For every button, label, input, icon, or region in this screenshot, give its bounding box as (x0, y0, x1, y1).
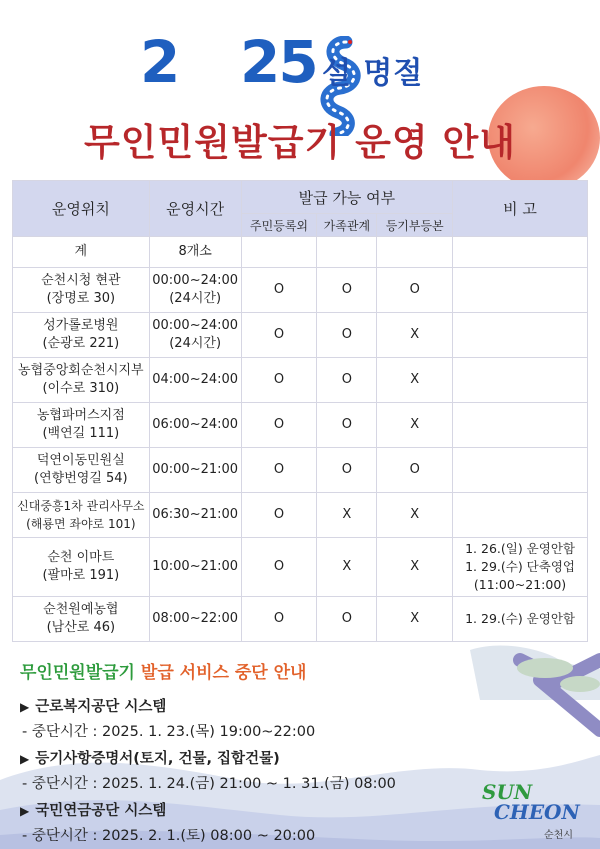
registry-cell: X (377, 538, 453, 597)
notice-item-title: ▶ 국민연금공단 시스템 (20, 803, 167, 819)
table-row (13, 493, 588, 538)
resident-cell: O (241, 268, 317, 313)
family-cell: O (317, 268, 377, 313)
resident-cell: O (241, 538, 317, 597)
notice-item-time: - 중단시간 : 2025. 1. 23.(목) 19:00~22:00 (22, 724, 316, 740)
suncheon-logo (474, 780, 584, 844)
registry-cell: X (377, 358, 453, 403)
total-label: 계 (13, 237, 150, 268)
header-hours: 운영시간 (149, 181, 241, 237)
table-row (13, 358, 588, 403)
table-row (13, 403, 588, 448)
service-notice (20, 658, 460, 845)
family-cell: O (317, 403, 377, 448)
header-note: 비 고 (453, 181, 588, 237)
page-title: 무인민원발급기 운영 안내 (84, 121, 516, 164)
family-cell: O (317, 313, 377, 358)
hours-cell: 06:00~24:00 (149, 403, 241, 448)
kiosk-table (12, 180, 588, 642)
logo-bottom-text: CHEON (494, 800, 580, 824)
resident-cell: O (241, 493, 317, 538)
header-sub-registry: 등기부등본 (377, 214, 453, 237)
header-sub-family: 가족관계 (317, 214, 377, 237)
table-row (13, 448, 588, 493)
location-cell: 순천원예농협 (남산로 46) (13, 597, 150, 642)
resident-cell: O (241, 403, 317, 448)
location-cell: 신대중흥1차 관리사무소 (해룡면 좌야로 101) (13, 493, 150, 538)
family-cell: X (317, 538, 377, 597)
notice-title: 무인민원발급기 발급 서비스 중단 안내 (20, 663, 307, 683)
triangle-bullet-icon: ▶ (20, 752, 30, 766)
year-logo (140, 28, 330, 98)
notice-item-time: - 중단시간 : 2025. 1. 24.(금) 21:00 ~ 1. 31.(금) 08:00 (22, 776, 396, 792)
table-row (13, 268, 588, 313)
triangle-bullet-icon: ▶ (20, 700, 30, 714)
hours-cell: 00:00~24:00 (24시간) (149, 313, 241, 358)
note-cell (453, 493, 588, 538)
notice-item-title: ▶ 등기사항증명서(토지, 건물, 집합건물) (20, 751, 280, 767)
registry-cell: X (377, 597, 453, 642)
resident-cell: O (241, 358, 317, 403)
location-cell: 농협파머스지점 (백연길 111) (13, 403, 150, 448)
table-row (13, 313, 588, 358)
hours-cell: 06:30~21:00 (149, 493, 241, 538)
hours-cell: 04:00~24:00 (149, 358, 241, 403)
location-cell: 성가롤로병원 (순광로 221) (13, 313, 150, 358)
family-cell: O (317, 448, 377, 493)
registry-cell: O (377, 448, 453, 493)
hours-cell: 00:00~24:00 (24시간) (149, 268, 241, 313)
hours-cell: 08:00~22:00 (149, 597, 241, 642)
holiday-title: 설 명절 (322, 56, 424, 91)
header-location: 운영위치 (13, 181, 150, 237)
registry-cell: X (377, 493, 453, 538)
family-cell: O (317, 597, 377, 642)
resident-cell: O (241, 448, 317, 493)
note-cell: 1. 29.(수) 운영안함 (453, 597, 588, 642)
header-sub-resident: 주민등록외 (241, 214, 317, 237)
location-cell: 농협중앙회순천시지부 (이수로 310) (13, 358, 150, 403)
location-cell: 순천시청 현관 (장명로 30) (13, 268, 150, 313)
header-available: 발급 가능 여부 (241, 181, 452, 214)
note-cell (453, 313, 588, 358)
table-row (13, 597, 588, 642)
total-count: 8개소 (149, 237, 241, 268)
year-prefix: 2 (140, 28, 179, 96)
note-cell (453, 268, 588, 313)
resident-cell: O (241, 313, 317, 358)
registry-cell: X (377, 403, 453, 448)
notice-item-time: - 중단시간 : 2025. 2. 1.(토) 08:00 ~ 20:00 (22, 828, 316, 844)
triangle-bullet-icon: ▶ (20, 804, 30, 818)
note-cell (453, 358, 588, 403)
notice-item-title: ▶ 근로복지공단 시스템 (20, 699, 167, 715)
registry-cell: X (377, 313, 453, 358)
family-cell: O (317, 358, 377, 403)
table-row-total (13, 237, 588, 268)
location-cell: 순천 이마트 (팔마로 191) (13, 538, 150, 597)
hours-cell: 10:00~21:00 (149, 538, 241, 597)
table-row (13, 538, 588, 597)
resident-cell: O (241, 597, 317, 642)
note-cell (453, 448, 588, 493)
hours-cell: 00:00~21:00 (149, 448, 241, 493)
location-cell: 덕연이동민원실 (연향번영길 54) (13, 448, 150, 493)
year-suffix: 25 (240, 28, 317, 96)
logo-top-text: SUN (482, 780, 533, 804)
logo-city-name: 순천시 (544, 830, 573, 841)
note-cell: 1. 26.(일) 운영안함 1. 29.(수) 단축영업 (11:00~21:00) (453, 538, 588, 597)
family-cell: X (317, 493, 377, 538)
registry-cell: O (377, 268, 453, 313)
note-cell (453, 403, 588, 448)
